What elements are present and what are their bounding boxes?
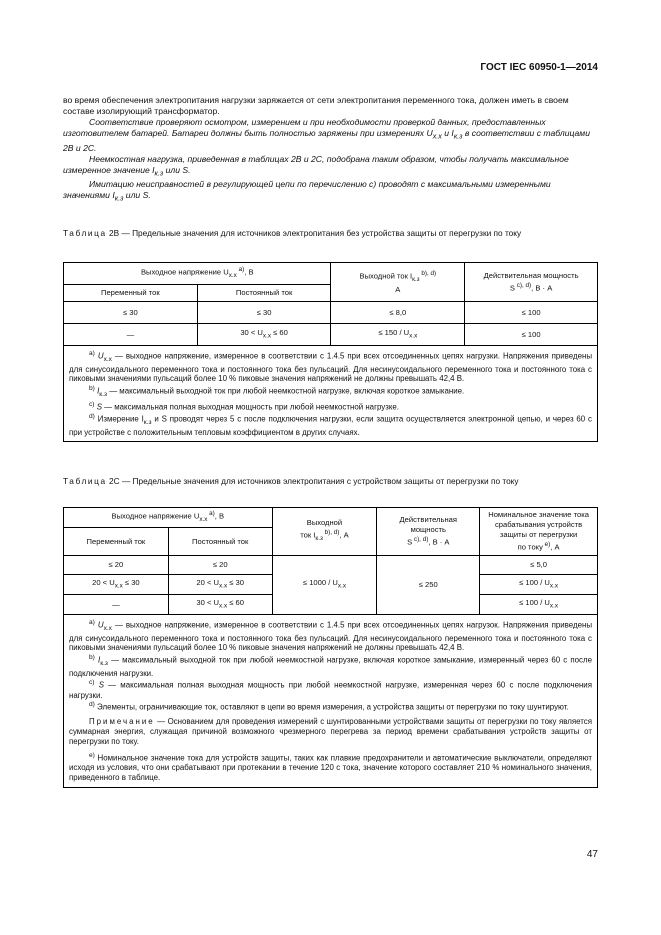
table-2b-caption: Таблица 2В — Предельные значения для источников электропитания без устройства защиты от перегрузки по току	[63, 228, 522, 238]
t2b-header-dc: Постоянный ток	[197, 285, 331, 302]
t2c-footnote-d: $^{d)}$ Элементы, ограничивающие ток, оставляют в цепи во время измерения, а устройства защиты от перегрузки по току шунтируют.	[89, 701, 569, 712]
table-2c-caption: Таблица 2С — Предельные значения для источников электропитания с устройством защиты от перегрузки по току	[63, 476, 519, 486]
t2b-cell: ≤ 100	[465, 324, 598, 346]
t2c-cell: ≤ 20	[64, 556, 169, 575]
t2b-footnote-b: $^{b)}$ $I_{к.з}$ — максимальный выходной ток при любой неемкостной нагрузке, включая короткое замыкание.	[89, 384, 465, 399]
intro-paragraph-3: Неемкостная нагрузка, приведенная в таблицах 2В и 2С, подобрана таким образом, чтобы получать максимальное измеренное значение $I_{к.з}$ или S.	[63, 153, 569, 178]
t2b-cell: ≤ 30	[64, 302, 198, 324]
t2c-header-ac: Переменный ток	[64, 528, 169, 556]
table-2b	[63, 262, 598, 442]
t2b-footnote-d: $^{d)}$ Измерение $I_{к.з}$ и S проводят через 5 с после подключения нагрузки, если защита осуществляется электронной цепью, и через 60 с при устройстве с положительным тепловым коэффициентом в других случаях.	[69, 413, 592, 437]
t2c-header-rated: Номинальное значение тока срабатывания устройств защиты от перегрузки по току $^{e)}$, А	[480, 508, 598, 556]
t2c-footnote-b: $^{b)}$ $I_{к.з}$ — максимальный выходной ток при любой неемкостной нагрузке, включая короткое замыкание, измеренный через 60 с после подключения нагрузки.	[69, 653, 592, 678]
table-2c	[63, 507, 598, 788]
t2c-footnote-e: $^{e)}$ Номинальное значение тока для устройств защиты, таких как плавкие предохранители и автоматические выключатели, определяют исходя из условия, что они срабатывают при протекании в течение 120 с тока, значение которого составляет 210 % номинального значения, приведенного в таблице.	[69, 752, 592, 782]
t2c-cell: $20 < U_{х.х} \le 30$	[168, 575, 272, 595]
t2b-footnote-c: $^{c)}$ S — максимальная полная выходная мощность при любой неемкостной нагрузке.	[89, 400, 399, 412]
t2c-cell: $20 < U_{х.х} \le 30$	[64, 575, 169, 595]
t2b-footnotes	[64, 346, 598, 442]
t2c-cell: ≤ 5,0	[480, 556, 598, 575]
t2b-header-voltage: Выходное напряжение $U_{х.х}$ $^{a)}$, В	[64, 263, 331, 285]
intro-paragraph-2: Соответствие проверяют осмотром, измерением и при необходимости проверкой данных, предоставленных изготовителем батарей. Батареи должны быть полностью заряжены при измерениях $U_{х.х}$ и $I_{к.з}$ в соответствии с таблицами 2В и 2С.	[63, 117, 590, 153]
intro-text	[63, 95, 598, 205]
t2c-cell: —	[64, 595, 169, 615]
t2c-cell-power-merged: ≤ 250	[377, 556, 480, 615]
t2b-cell: ≤ 30	[197, 302, 331, 324]
t2b-footnote-a: $^{a)}$ $U_{х.х}$ — выходное напряжение, измеренное в соответствии с 1.4.5 при всех отсоединенных цепях нагрузки. Напряжения приведены для синусоидального переменного тока и постоянного тока без пульсаций. Для несинусоидального переменного тока и постоянного тока с пиковыми значениями пульсаций более 10 % пиковые значения напряжений не должны превышать 42,4 В.	[69, 350, 592, 384]
intro-paragraph-4: Имитацию неисправностей в регулирующей цепи по перечислению с) проводят с максимальными измеренными значениями $I_{к.з}$ или S.	[63, 179, 551, 204]
t2b-header-current: Выходной ток $I_{к.з}$ $^{b), d)}$ А	[331, 263, 465, 302]
t2b-header-ac: Переменный ток	[64, 285, 198, 302]
t2b-cell: —	[64, 324, 198, 346]
t2c-header-voltage: Выходное напряжение $U_{х.х}$ $^{a)}$, В	[64, 508, 273, 528]
t2c-footnote-a: $^{a)}$ $U_{х.х}$ — выходное напряжение, измеренное в соответствии с 1.4.5 при всех отсоединенных цепях нагрузок. Напряжения приведены для синусоидального переменного тока и постоянного тока без пульсаций. Для несинусоидального переменного тока и постоянного тока с пиковыми значениями пульсаций более 10 % пиковые значения напряжений не должны превышать 42,4 В.	[69, 619, 592, 653]
t2b-cell: $30 < U_{х.х} \le 60$	[197, 324, 331, 346]
document-header: ГОСТ IEC 60950-1—2014	[480, 62, 598, 73]
t2b-cell: ≤ 8,0	[331, 302, 465, 324]
t2c-footnote-c: $^{c)}$ S — максимальная полная выходная мощность при любой неемкостной нагрузке, измеренная через 60 с после подключения нагрузки.	[69, 679, 592, 700]
t2c-cell: ≤ 20	[168, 556, 272, 575]
t2b-header-power: Действительная мощность S $^{c), d)}$, В · А	[465, 263, 598, 302]
t2c-footnotes	[64, 615, 598, 788]
t2c-cell: ≤ $100 / U_{х.х}$	[480, 575, 598, 595]
t2c-header-dc: Постоянный ток	[168, 528, 272, 556]
t2b-cell: ≤ $150 / U_{х.х}$	[331, 324, 465, 346]
page-number: 47	[586, 849, 598, 860]
t2c-header-power: Действительная мощность S $^{c), d)}$, В · А	[377, 508, 480, 556]
t2c-cell-current-merged: ≤ $1000 / U_{х.х}$	[272, 556, 377, 615]
t2c-note: Примечание — Основанием для проведения измерений с шунтированными устройствами защиты от перегрузки по току является суммарная энергия, служащая причиной возможного чрезмерного перегрева за период времени срабатывания устройств защиты от перегрузки по току.	[69, 717, 592, 746]
t2c-cell: $30 < U_{х.х} \le 60$	[168, 595, 272, 615]
intro-paragraph-1: во время обеспечения электропитания нагрузки заряжается от сети электропитания переменного тока, должен иметь в своем составе изолирующий трансформатор.	[63, 95, 569, 116]
t2c-cell: ≤ $100 / U_{х.х}$	[480, 595, 598, 615]
t2b-cell: ≤ 100	[465, 302, 598, 324]
t2c-header-current: Выходной ток $I_{к.з}$ $^{b), d)}$, А	[272, 508, 377, 556]
